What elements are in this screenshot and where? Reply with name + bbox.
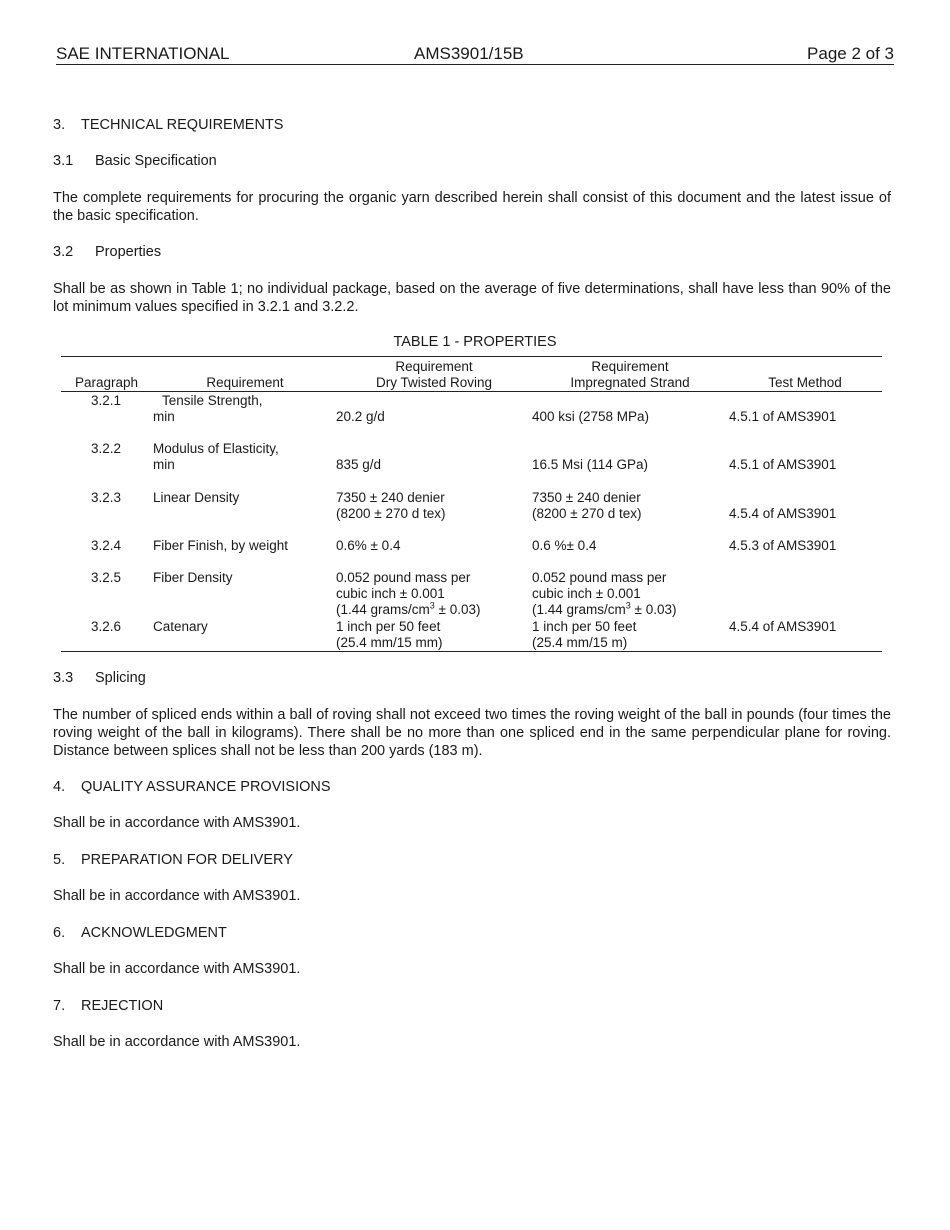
row-test-method: 4.5.1 of AMS3901 — [729, 457, 837, 472]
header-org: SAE INTERNATIONAL — [56, 44, 230, 63]
row-requirement: Tensile Strength, — [162, 393, 263, 408]
row-impregnated-value: 1 inch per 50 feet — [532, 619, 637, 634]
section-7-body: Shall be in accordance with AMS3901. — [53, 1034, 301, 1050]
header-page-number: Page 2 of 3 — [807, 44, 894, 63]
row-dry-value-2: cubic inch ± 0.001 — [336, 586, 445, 601]
section-5-heading: 5. PREPARATION FOR DELIVERY — [53, 852, 293, 868]
row-requirement: Fiber Finish, by weight — [153, 538, 289, 553]
row-impregnated-value: 0.6 %± 0.4 — [532, 538, 597, 553]
row-paragraph: 3.2.4 — [91, 538, 122, 553]
section-3-1-heading: 3.1 Basic Specification — [53, 153, 217, 169]
row-paragraph: 3.2.1 — [91, 393, 122, 408]
row-dry-value: 0.052 pound mass per — [336, 570, 471, 585]
col-header-dry-1: Requirement — [395, 359, 473, 374]
row-impregnated-value: 0.052 pound mass per — [532, 570, 667, 585]
row-paragraph: 3.2.5 — [91, 570, 122, 585]
row-test-method: 4.5.1 of AMS3901 — [729, 409, 837, 424]
section-5-body: Shall be in accordance with AMS3901. — [53, 888, 301, 904]
row-paragraph: 3.2.2 — [91, 441, 122, 456]
row-impregnated-value: 7350 ± 240 denier — [532, 490, 641, 505]
row-dry-value-2: (8200 ± 270 d tex) — [336, 506, 446, 521]
row-requirement: Fiber Density — [153, 570, 233, 585]
row-impregnated-value-3: (1.44 grams/$cm^3 \pm 0.03$) — [532, 600, 677, 617]
col-header-test-method: Test Method — [768, 375, 842, 390]
col-header-dry-2: Dry Twisted Roving — [375, 375, 493, 390]
page-header — [56, 44, 894, 65]
row-dry-value: 7350 ± 240 denier — [336, 490, 445, 505]
section-3-3-heading: 3.3 Splicing — [53, 670, 146, 686]
table-caption: TABLE 1 - PROPERTIES — [393, 334, 557, 350]
row-requirement: Catenary — [153, 619, 208, 634]
section-3-heading: 3. TECHNICAL REQUIREMENTS — [53, 117, 284, 133]
section-6-heading: 6. ACKNOWLEDGMENT — [53, 925, 227, 941]
superscript: 3 — [429, 600, 435, 611]
row-paragraph: 3.2.6 — [91, 619, 122, 634]
row-requirement: Linear Density — [153, 490, 240, 505]
col-header-impregnated-1: Requirement — [591, 359, 669, 374]
row-requirement: Modulus of Elasticity, — [153, 441, 279, 456]
section-6-body: Shall be in accordance with AMS3901. — [53, 961, 301, 977]
col-header-paragraph: Paragraph — [75, 375, 139, 390]
superscript: 3 — [625, 600, 631, 611]
row-dry-value: 20.2 g/d — [336, 409, 385, 424]
table-header-rule — [61, 391, 882, 392]
section-4-body: Shall be in accordance with AMS3901. — [53, 815, 301, 831]
row-impregnated-value-2: (25.4 mm/15 m) — [532, 635, 628, 650]
row-impregnated-value-2: cubic inch ± 0.001 — [532, 586, 641, 601]
row-test-method: 4.5.3 of AMS3901 — [729, 538, 837, 553]
row-requirement-2: min — [153, 457, 175, 472]
section-3-2-body: Shall be as shown in Table 1; no individual package, based on the average of five determinations, shall have less than 90% of the lot minimum values specified in 3.2.1 and 3.2.2. — [53, 281, 891, 315]
section-3-1-body: The complete requirements for procuring the organic yarn described herein shall consist of this document and the latest issue of the basic specification. — [53, 190, 891, 224]
properties-table — [61, 356, 882, 652]
row-test-method: 4.5.4 of AMS3901 — [729, 619, 837, 634]
row-paragraph: 3.2.3 — [91, 490, 122, 505]
row-dry-value: 1 inch per 50 feet — [336, 619, 441, 634]
row-dry-value-3: (1.44 grams/$cm^3 \pm 0.03$) — [336, 600, 481, 617]
header-doc-number: AMS3901/15B — [414, 44, 524, 63]
section-4-heading: 4. QUALITY ASSURANCE PROVISIONS — [53, 779, 331, 795]
row-dry-value-2: (25.4 mm/15 mm) — [336, 635, 443, 650]
section-3-2-heading: 3.2 Properties — [53, 244, 162, 260]
col-header-requirement: Requirement — [206, 375, 284, 390]
row-impregnated-value: 400 ksi (2758 MPa) — [532, 409, 650, 424]
row-dry-value: 0.6% ± 0.4 — [336, 538, 401, 553]
row-impregnated-value-2: (8200 ± 270 d tex) — [532, 506, 642, 521]
row-requirement-2: min — [153, 409, 175, 424]
row-impregnated-value: 16.5 Msi (114 GPa) — [532, 457, 649, 472]
col-header-impregnated-2: Impregnated Strand — [570, 375, 690, 390]
row-test-method: 4.5.4 of AMS3901 — [729, 506, 837, 521]
section-3-3-body: The number of spliced ends within a ball of roving shall not exceed two times the roving weight of the ball in pounds (four times the roving weight of the ball in kilograms). There shall be no more than one spliced end in the same perpendicular plane for roving. Distance between splices shall not be less than 200 yards (183 m). — [53, 707, 891, 759]
row-dry-value: 835 g/d — [336, 457, 382, 472]
section-7-heading: 7. REJECTION — [53, 998, 164, 1014]
